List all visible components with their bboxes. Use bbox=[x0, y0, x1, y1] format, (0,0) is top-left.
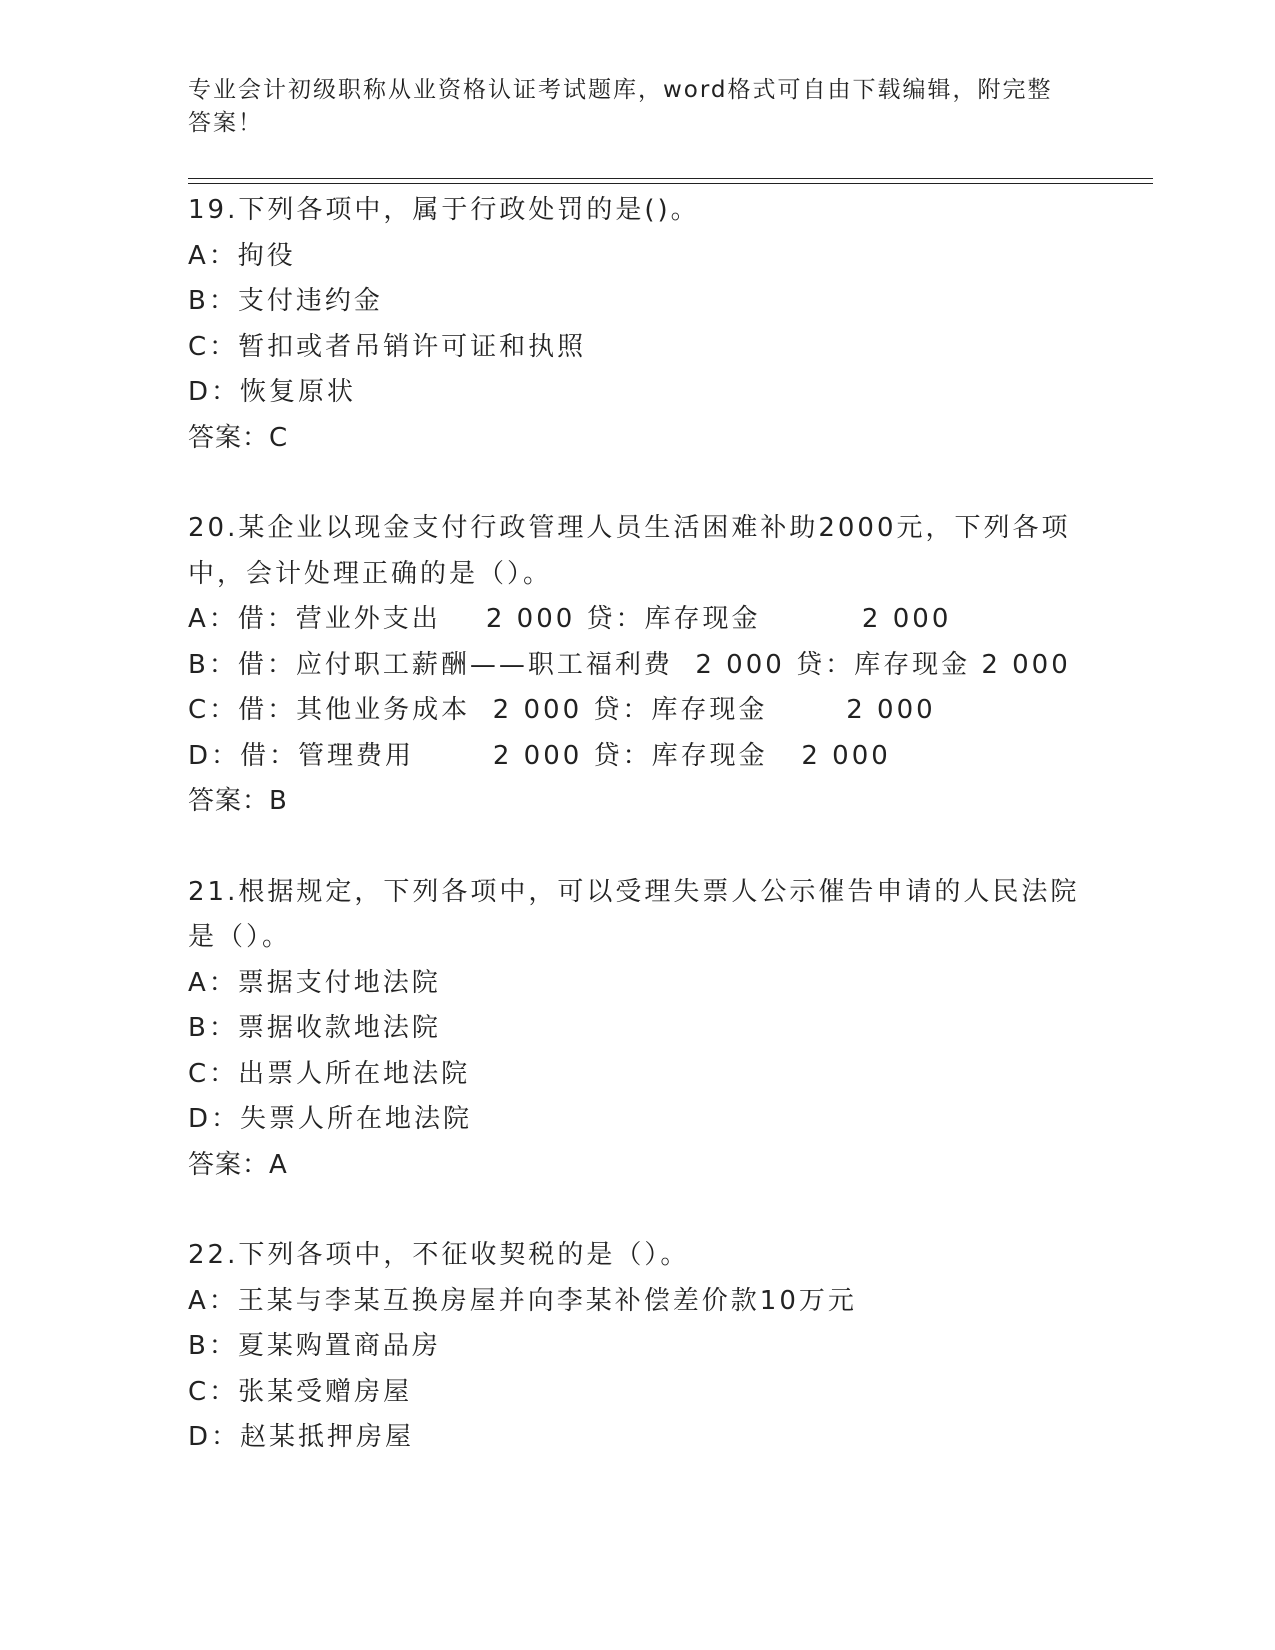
option-c: C：借：其他业务成本 2 000 贷：库存现金 2 000 bbox=[188, 695, 936, 725]
option-a: A：王某与李某互换房屋并向李某补偿差价款10万元 bbox=[188, 1285, 857, 1316]
option-a: A：拘役 bbox=[188, 240, 296, 271]
option-b: B：支付违约金 bbox=[188, 286, 383, 316]
question-stem: 21.根据规定，下列各项中，可以受理失票人公示催告申请的人民法院是（）。 bbox=[188, 876, 1080, 952]
option-d: D：借：管理费用 2 000 贷：库存现金 2 000 bbox=[188, 740, 891, 771]
option-a: A：借：营业外支出 2 000 贷：库存现金 2 000 bbox=[188, 604, 952, 634]
question-stem: 19.下列各项中，属于行政处罚的是()。 bbox=[188, 195, 700, 225]
header-divider-bottom bbox=[188, 183, 1153, 184]
header-divider-top bbox=[188, 178, 1153, 179]
question-stem: 22.下列各项中，不征收契税的是（）。 bbox=[188, 1240, 690, 1270]
option-d: D：赵某抵押房屋 bbox=[188, 1422, 415, 1452]
question-19 bbox=[188, 188, 1088, 461]
option-b: B：票据收款地法院 bbox=[188, 1013, 441, 1043]
question-list bbox=[188, 188, 1088, 1506]
question-22 bbox=[188, 1233, 1088, 1461]
option-c: C：张某受赠房屋 bbox=[188, 1376, 413, 1407]
option-c: C：出票人所在地法院 bbox=[188, 1058, 471, 1089]
option-d: D：失票人所在地法院 bbox=[188, 1104, 473, 1134]
question-21 bbox=[188, 870, 1088, 1189]
answer-label: 答案：B bbox=[188, 786, 288, 816]
question-20 bbox=[188, 506, 1088, 825]
option-a: A：票据支付地法院 bbox=[188, 967, 441, 998]
option-b: B：借：应付职工薪酬——职工福利费 2 000 贷：库存现金 2 000 bbox=[188, 649, 1071, 680]
option-b: B：夏某购置商品房 bbox=[188, 1331, 441, 1361]
option-d: D：恢复原状 bbox=[188, 377, 357, 407]
question-stem: 20.某企业以现金支付行政管理人员生活困难补助2000元，下列各项中，会计处理正确的是（）。 bbox=[188, 513, 1071, 589]
option-c: C：暂扣或者吊销许可证和执照 bbox=[188, 331, 587, 362]
answer-label: 答案：C bbox=[188, 422, 289, 453]
document-header: 专业会计初级职称从业资格认证考试题库，word格式可自由下载编辑，附完整答案！ bbox=[188, 77, 1053, 136]
answer-label: 答案：A bbox=[188, 1149, 288, 1180]
